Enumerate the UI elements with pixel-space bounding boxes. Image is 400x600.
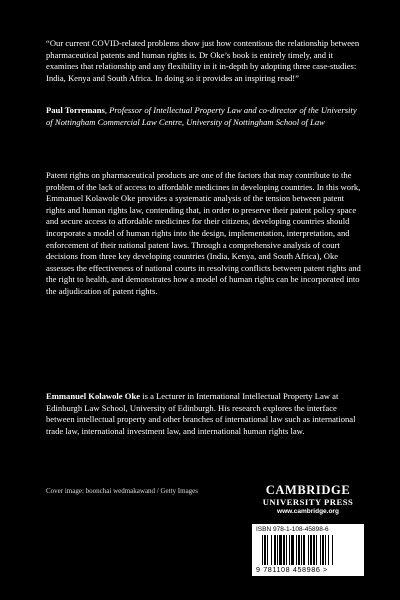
author-bio-text: is a Lecturer in International Intellectual Property Law at Edinburgh Law School, University of Edinburgh. His research explores the interface between intellectual property and other branches of international law such as international trade law, international investment law, and international human rights law. [46,391,356,436]
barcode-panel [252,524,364,576]
barcode-digits: 9 781108 458986 > [256,565,328,574]
endorsement-quote: “Our current COVID-related problems show just how contentious the relationship between pharmaceutical patents and human rights is. Dr Oke’s book is entirely timely, and it examines that relationship and any flexibility in it in-depth by adopting three case-studies: India, Kenya and South Africa. In doing so it provides an inspiring read!” [46,38,360,83]
barcode-bar [303,535,305,565]
barcode-bar [264,535,266,565]
barcode-bar [316,535,317,565]
author-bio [46,391,364,437]
endorsement-author [46,105,364,128]
barcode-icon [262,535,358,565]
barcode-bar [332,535,333,565]
publisher-url: www.cambridge.org [277,508,339,515]
barcode-bar [289,535,290,565]
barcode-bar [277,535,278,565]
barcode-bar [271,535,272,565]
barcode-bar [308,535,309,565]
barcode-bar [291,535,294,565]
barcode-bar [274,535,276,565]
barcode-bar [262,535,263,565]
barcode-bar [313,535,315,565]
book-description: Patent rights on pharmaceutical products are one of the factors that may contribute to the problem of the lack of access to affordable medicines in developing countries. In this work, Emmanuel Kolawole Oke provides a systematic analysis of the tension between patent rights and human rights law, contending that, in order to preserve their patent policy space and secure access to affordable medicines for their citizens, developing countries should incorporate a model of human rights into the design, implementation, interpretation, and enforcement of their national patent laws. Through a comprehensive analysis of court decisions from three key developing countries (India, Kenya, and South Africa), Oke assesses the effectiveness of national courts in resolving conflicts between patent rights and the right to health, and demonstrates how a model of human rights can be incorporated into the adjudication of patent rights. [46,170,361,296]
barcode-bar [325,535,326,565]
publisher-subtitle: UNIVERSITY PRESS [262,497,354,507]
barcode-bar [301,535,302,565]
barcode-bar [267,535,268,565]
barcode-bar [286,535,287,565]
barcode-bar [279,535,282,565]
barcode-bar [320,535,321,565]
author-bio-name: Emmanuel Kolawole Oke [46,391,141,401]
publisher-name: CAMBRIDGE [265,483,351,497]
barcode-bar [310,535,312,565]
endorsement-author-role: , Professor of Intellectual Property Law and co-director of the University of Nottingham Commercial Law Centre, University of Nottingham School of Law [46,105,357,127]
isbn-label: ISBN 978-1-108-45898-6 [256,526,329,533]
barcode-bar [322,535,324,565]
endorsement-author-name: Paul Torremans [46,105,105,115]
barcode-bar [298,535,300,565]
barcode-bar [328,535,329,565]
barcode-bar [296,535,297,565]
publisher-logo [252,483,364,521]
cover-image-credit: Cover image: boonchai wedmakawand / Getty Images [46,487,199,495]
barcode-bar [283,535,285,565]
